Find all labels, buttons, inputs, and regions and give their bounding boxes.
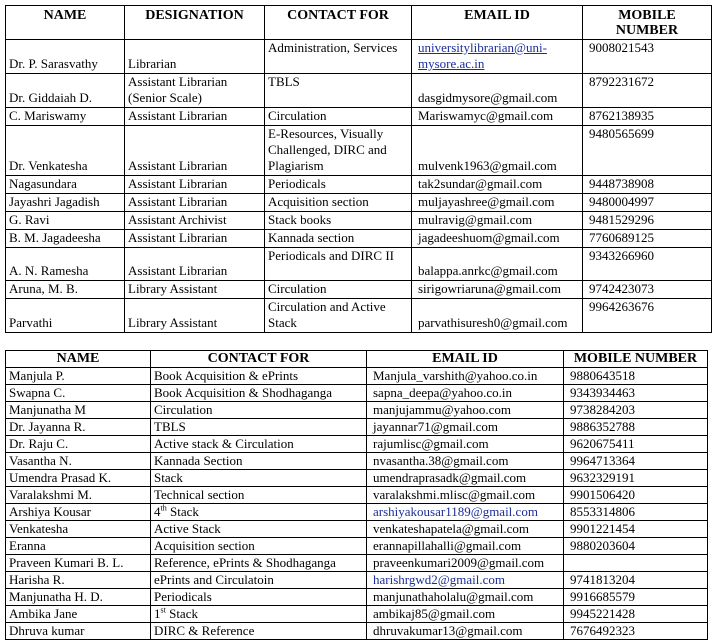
table-row <box>6 74 712 108</box>
name-cell: B. M. Jagadeesha <box>6 230 125 248</box>
mobile-cell: 9480565699 <box>583 126 712 176</box>
mobile-cell: 9880203604 <box>564 538 708 555</box>
designation-cell: Assistant Librarian <box>125 176 265 194</box>
email-cell: dhruvakumar13@gmail.com <box>367 623 564 640</box>
contact-for-cell: Circulation <box>265 108 412 126</box>
email-cell: venkateshapatela@gmail.com <box>367 521 564 538</box>
email-link[interactable]: harishrgwd2@gmail.com <box>373 572 505 587</box>
email-cell <box>412 40 583 74</box>
email-cell: umendraprasadk@gmail.com <box>367 470 564 487</box>
name-cell: Arshiya Kousar <box>6 504 151 521</box>
mobile-cell: 8792231672 <box>583 74 712 108</box>
header-name: NAME <box>6 6 125 40</box>
mobile-cell: 9448738908 <box>583 176 712 194</box>
contact-for-cell: Periodicals <box>265 176 412 194</box>
contact-for-cell <box>151 504 367 521</box>
email-cell: sapna_deepa@yahoo.co.in <box>367 385 564 402</box>
email-cell: nvasantha.38@gmail.com <box>367 453 564 470</box>
name-cell: Dr. Jayanna R. <box>6 419 151 436</box>
mobile-cell: 9620675411 <box>564 436 708 453</box>
table-header-row <box>6 351 708 368</box>
table-row <box>6 176 712 194</box>
contact-for-cell: Kannada Section <box>151 453 367 470</box>
contact-for-cell: TBLS <box>151 419 367 436</box>
mobile-cell: 9632329191 <box>564 470 708 487</box>
mobile-cell: 8553314806 <box>564 504 708 521</box>
table-row <box>6 504 708 521</box>
contact-for-cell: Acquisition section <box>265 194 412 212</box>
mobile-cell: 9916685579 <box>564 589 708 606</box>
contact-for-cell: E-Resources, Visually Challenged, DIRC and Plagiarism <box>265 126 412 176</box>
name-cell: Dhruva kumar <box>6 623 151 640</box>
name-cell: Swapna C. <box>6 385 151 402</box>
email-cell: Mariswamyc@gmail.com <box>412 108 583 126</box>
table-row <box>6 126 712 176</box>
email-cell: manjunathaholalu@gmail.com <box>367 589 564 606</box>
table-row <box>6 606 708 623</box>
email-cell: praveenkumari2009@gmail.com <box>367 555 564 572</box>
table-row <box>6 194 712 212</box>
contact-for-cell: ePrints and Circulatoin <box>151 572 367 589</box>
email-cell: erannapillahalli@gmail.com <box>367 538 564 555</box>
contact-for-cell: Stack <box>151 470 367 487</box>
email-cell: mulravig@gmail.com <box>412 212 583 230</box>
name-cell: Manjula P. <box>6 368 151 385</box>
table-row <box>6 555 708 572</box>
table-row <box>6 538 708 555</box>
mobile-cell: 8762138935 <box>583 108 712 126</box>
designation-cell: Assistant Librarian <box>125 126 265 176</box>
name-cell: Umendra Prasad K. <box>6 470 151 487</box>
mobile-cell: 9742423073 <box>583 281 712 299</box>
email-cell: jagadeeshuom@gmail.com <box>412 230 583 248</box>
name-cell: Venkatesha <box>6 521 151 538</box>
table-row <box>6 299 712 333</box>
mobile-cell: 9008021543 <box>583 40 712 74</box>
mobile-cell: 9901221454 <box>564 521 708 538</box>
header-email-id: EMAIL ID <box>412 6 583 40</box>
name-cell: Jayashri Jagadish <box>6 194 125 212</box>
mobile-cell: 9738284203 <box>564 402 708 419</box>
email-cell: tak2sundar@gmail.com <box>412 176 583 194</box>
designation-cell: Librarian <box>125 40 265 74</box>
table-row <box>6 385 708 402</box>
stack-number: 1 <box>154 606 161 621</box>
email-cell <box>367 504 564 521</box>
name-cell: G. Ravi <box>6 212 125 230</box>
email-link[interactable]: arshiyakousar1189@gmail.com <box>373 504 538 519</box>
contact-for-cell: TBLS <box>265 74 412 108</box>
table-row <box>6 623 708 640</box>
designation-cell: Assistant Librarian <box>125 194 265 212</box>
table-row <box>6 108 712 126</box>
name-cell: Parvathi <box>6 299 125 333</box>
contact-for-cell <box>151 606 367 623</box>
email-cell: muljayashree@gmail.com <box>412 194 583 212</box>
table-row <box>6 281 712 299</box>
contact-for-text: Stack <box>166 504 199 519</box>
email-cell: sirigowriaruna@gmail.com <box>412 281 583 299</box>
name-cell: C. Mariswamy <box>6 108 125 126</box>
table-header-row <box>6 6 712 40</box>
mobile-cell: 9741813204 <box>564 572 708 589</box>
contact-for-cell: Book Acquisition & Shodhaganga <box>151 385 367 402</box>
table-row <box>6 212 712 230</box>
designation-cell: Assistant Librarian <box>125 230 265 248</box>
header-contact-for: CONTACT FOR <box>265 6 412 40</box>
table-row <box>6 230 712 248</box>
contact-for-cell: Reference, ePrints & Shodhaganga <box>151 555 367 572</box>
contact-for-cell: Acquisition section <box>151 538 367 555</box>
name-cell: Manjunatha H. D. <box>6 589 151 606</box>
table-row <box>6 521 708 538</box>
ordinal-suffix: th <box>160 503 167 513</box>
table-row <box>6 453 708 470</box>
email-cell: parvathisuresh0@gmail.com <box>412 299 583 333</box>
mobile-cell: 9886352788 <box>564 419 708 436</box>
contact-for-cell: Stack books <box>265 212 412 230</box>
name-cell: Praveen Kumari B. L. <box>6 555 151 572</box>
name-cell: A. N. Ramesha <box>6 248 125 281</box>
mobile-cell: 9945221428 <box>564 606 708 623</box>
ordinal-suffix: st <box>160 605 166 615</box>
email-cell: rajumlisc@gmail.com <box>367 436 564 453</box>
staff-table-assistants <box>5 350 708 640</box>
name-cell: Dr. Giddaiah D. <box>6 74 125 108</box>
contact-for-cell: Active Stack <box>151 521 367 538</box>
table-row <box>6 572 708 589</box>
mobile-cell: 9880643518 <box>564 368 708 385</box>
designation-cell: Assistant Librarian (Senior Scale) <box>125 74 265 108</box>
name-cell: Aruna, M. B. <box>6 281 125 299</box>
table-row <box>6 402 708 419</box>
email-cell: Manjula_varshith@yahoo.co.in <box>367 368 564 385</box>
email-cell: balappa.anrkc@gmail.com <box>412 248 583 281</box>
table-row <box>6 470 708 487</box>
mobile-cell: 9480004997 <box>583 194 712 212</box>
header-contact-for: CONTACT FOR <box>151 351 367 368</box>
header-mobile-number: MOBILE NUMBER <box>583 6 712 40</box>
name-cell: Nagasundara <box>6 176 125 194</box>
contact-for-cell: Circulation <box>151 402 367 419</box>
contact-for-text: Stack <box>165 606 198 621</box>
table-row <box>6 436 708 453</box>
designation-cell: Assistant Librarian <box>125 248 265 281</box>
header-mobile-number: MOBILE NUMBER <box>564 351 708 368</box>
email-link[interactable]: universitylibrarian@uni-mysore.ac.in <box>418 40 547 71</box>
mobile-cell: 7676492323 <box>564 623 708 640</box>
mobile-cell: 7760689125 <box>583 230 712 248</box>
contact-for-cell: Kannada section <box>265 230 412 248</box>
email-cell: ambikaj85@gmail.com <box>367 606 564 623</box>
name-cell: Vasantha N. <box>6 453 151 470</box>
name-cell: Dr. P. Sarasvathy <box>6 40 125 74</box>
designation-cell: Assistant Archivist <box>125 212 265 230</box>
table-row <box>6 248 712 281</box>
header-name: NAME <box>6 351 151 368</box>
contact-for-cell: DIRC & Reference <box>151 623 367 640</box>
email-cell: jayannar71@gmail.com <box>367 419 564 436</box>
contact-for-cell: Technical section <box>151 487 367 504</box>
contact-for-cell: Periodicals <box>151 589 367 606</box>
mobile-cell <box>564 555 708 572</box>
header-email-id: EMAIL ID <box>367 351 564 368</box>
name-cell: Manjunatha M <box>6 402 151 419</box>
contact-for-cell: Administration, Services <box>265 40 412 74</box>
stack-number: 4 <box>154 504 161 519</box>
designation-cell: Assistant Librarian <box>125 108 265 126</box>
name-cell: Varalakshmi M. <box>6 487 151 504</box>
contact-for-cell: Periodicals and DIRC II <box>265 248 412 281</box>
contact-for-cell: Active stack & Circulation <box>151 436 367 453</box>
table-row <box>6 419 708 436</box>
contact-for-cell: Book Acquisition & ePrints <box>151 368 367 385</box>
header-designation: DESIGNATION <box>125 6 265 40</box>
mobile-cell: 9964263676 <box>583 299 712 333</box>
contact-for-cell: Circulation <box>265 281 412 299</box>
name-cell: Dr. Raju C. <box>6 436 151 453</box>
mobile-cell: 9964713364 <box>564 453 708 470</box>
email-cell: dasgidmysore@gmail.com <box>412 74 583 108</box>
staff-table-officers <box>5 5 712 333</box>
name-cell: Dr. Venkatesha <box>6 126 125 176</box>
name-cell: Ambika Jane <box>6 606 151 623</box>
email-cell: varalakshmi.mlisc@gmail.com <box>367 487 564 504</box>
contact-for-cell: Circulation and Active Stack <box>265 299 412 333</box>
email-cell <box>367 572 564 589</box>
designation-cell: Library Assistant <box>125 299 265 333</box>
name-cell: Harisha R. <box>6 572 151 589</box>
mobile-cell: 9481529296 <box>583 212 712 230</box>
table-row <box>6 40 712 74</box>
mobile-cell: 9343934463 <box>564 385 708 402</box>
name-cell: Eranna <box>6 538 151 555</box>
mobile-cell: 9901506420 <box>564 487 708 504</box>
designation-cell: Library Assistant <box>125 281 265 299</box>
table-row <box>6 589 708 606</box>
table-row <box>6 487 708 504</box>
email-cell: mulvenk1963@gmail.com <box>412 126 583 176</box>
table-row <box>6 368 708 385</box>
email-cell: manjujammu@yahoo.com <box>367 402 564 419</box>
mobile-cell: 9343266960 <box>583 248 712 281</box>
